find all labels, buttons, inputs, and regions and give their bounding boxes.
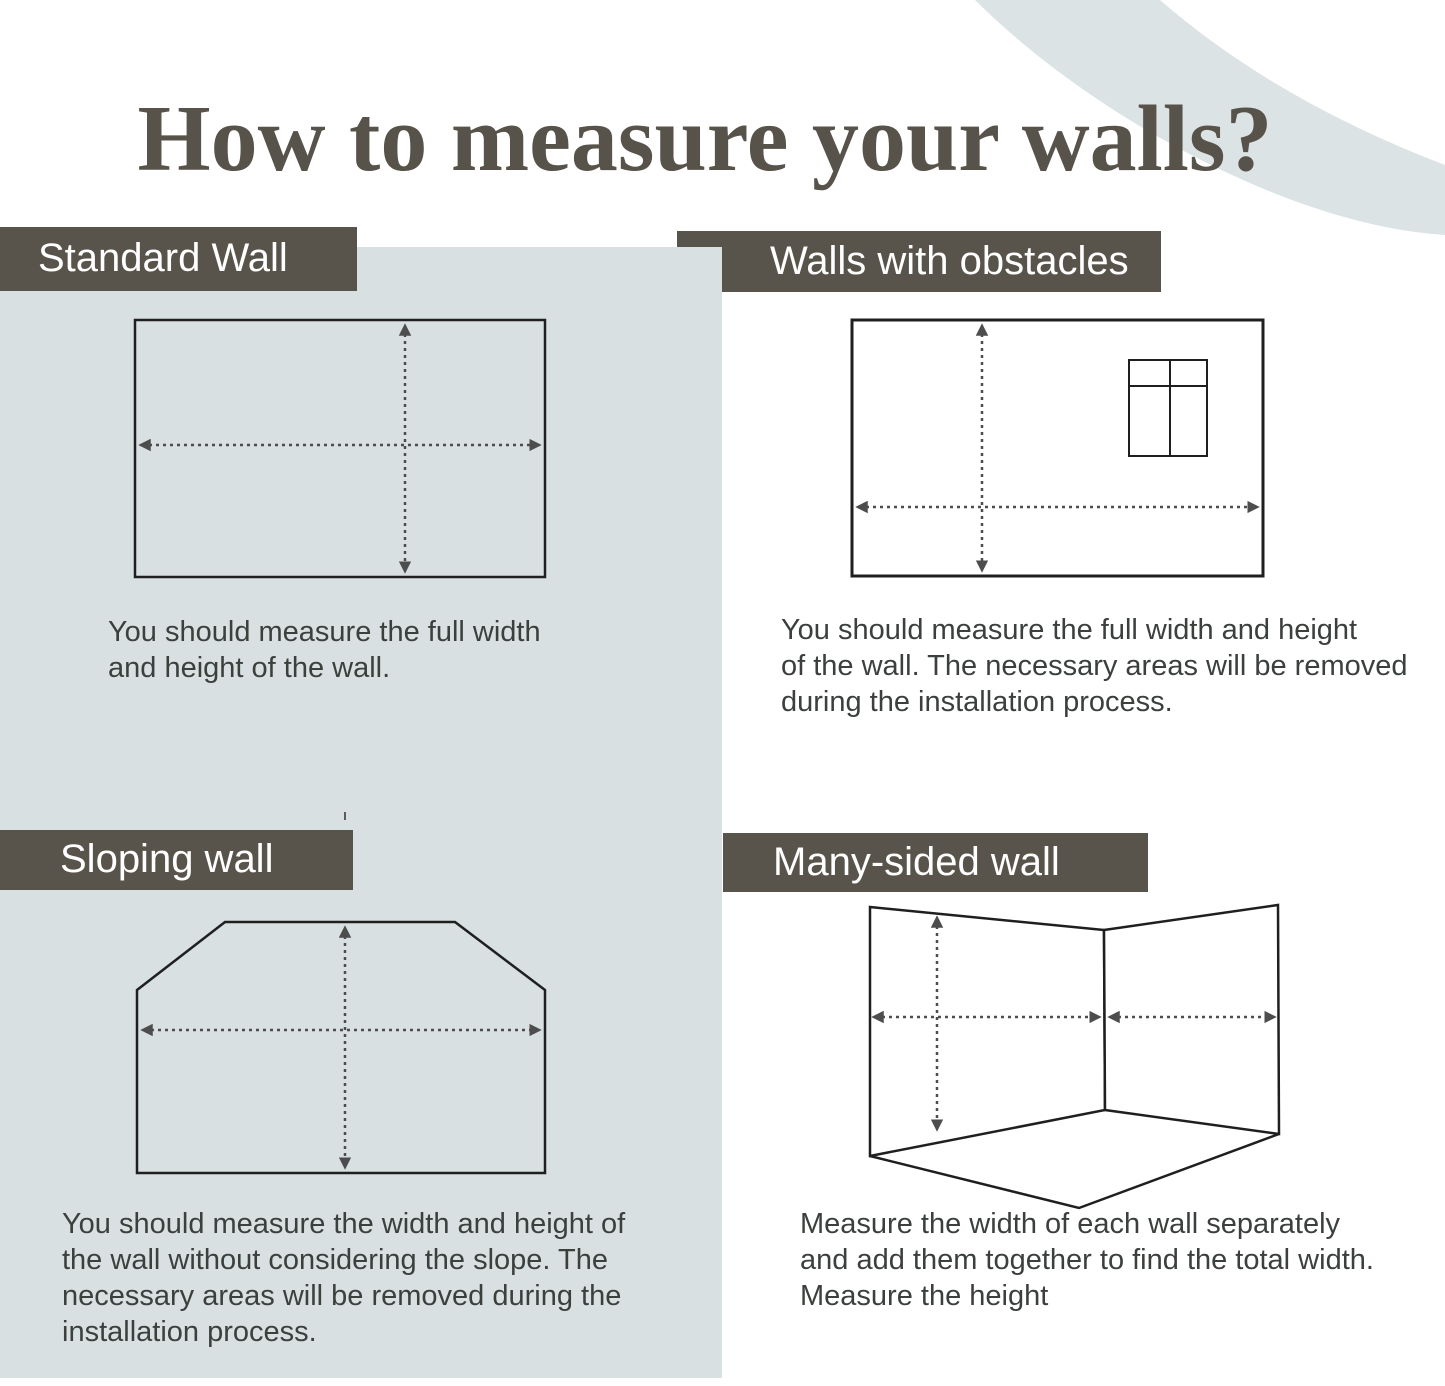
walls-with-obstacles-diagram xyxy=(847,315,1268,581)
section-header-walls-with-obstacles: Walls with obstacles xyxy=(722,231,1161,292)
description-line: Measure the height xyxy=(800,1280,1049,1312)
description-line: of the wall. The necessary areas will be removed xyxy=(781,650,1408,682)
window-icon xyxy=(1129,360,1207,456)
description-line: and height of the wall. xyxy=(108,652,391,684)
right-wall xyxy=(1104,905,1279,1134)
section-header-sloping-wall: Sloping wall xyxy=(0,830,353,890)
section-header-many-sided-wall: Many-sided wall xyxy=(723,833,1148,892)
description-line: You should measure the width and height of xyxy=(62,1208,626,1240)
section-header-obstacles-notch xyxy=(677,231,722,247)
standard-wall-description xyxy=(108,614,608,686)
section-header-standard-wall: Standard Wall xyxy=(0,227,357,291)
description-line: during the installation process. xyxy=(781,686,1173,718)
stray-mark xyxy=(344,812,346,820)
wall-outline xyxy=(852,320,1263,576)
description-line: You should measure the full width xyxy=(108,616,541,648)
many-sided-wall-description xyxy=(800,1206,1440,1314)
standard-wall-diagram xyxy=(130,315,550,582)
description-line: installation process. xyxy=(62,1316,317,1348)
sloped-wall-outline xyxy=(137,922,545,1173)
sloping-wall-diagram xyxy=(130,915,550,1185)
description-line: and add them together to find the total width. xyxy=(800,1244,1374,1276)
left-wall xyxy=(870,907,1105,1156)
page-title: How to measure your walls? xyxy=(137,86,1273,191)
many-sided-wall-diagram xyxy=(845,895,1290,1220)
description-line: the wall without considering the slope. The xyxy=(62,1244,608,1276)
walls-with-obstacles-description xyxy=(781,612,1411,720)
sloping-wall-description xyxy=(62,1206,702,1350)
description-line: Measure the width of each wall separately xyxy=(800,1208,1341,1240)
wall-outline xyxy=(135,320,545,577)
description-line: You should measure the full width and height xyxy=(781,614,1358,646)
description-line: necessary areas will be removed during the xyxy=(62,1280,622,1312)
